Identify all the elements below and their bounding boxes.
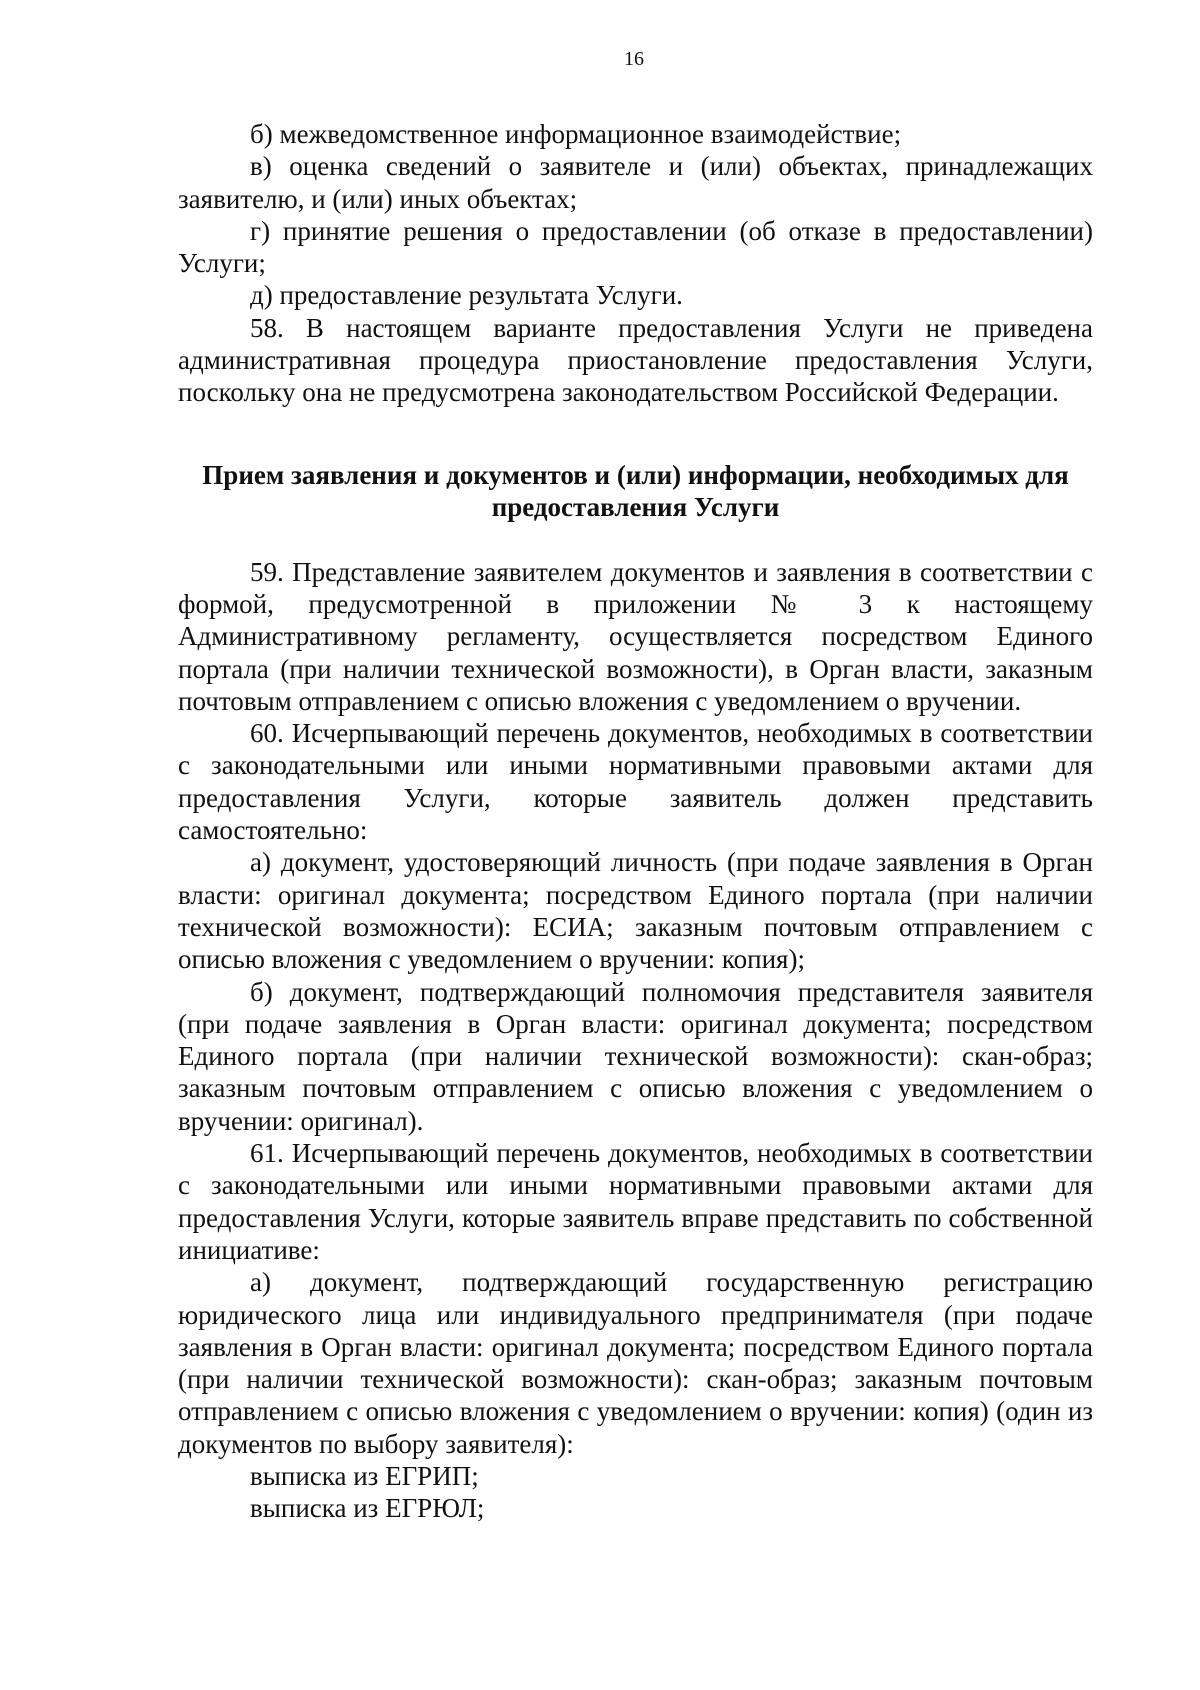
paragraph-item-b: б) межведомственное информационное взаимодействие; [250, 119, 902, 149]
paragraph-60-b: б) документ, подтверждающий полномочия представителя заявителя (при подаче заявления в Орган власти: оригинал документа; посредством Единого портала (при наличии технической возможности): скан-образ; заказным почтовым отправлением с описью вложения с уведомлением о вручении: оригинал). [178, 976, 1093, 1136]
page-number: 16 [624, 48, 644, 70]
paragraph-item-v: в) оценка сведений о заявителе и (или) объектах, принадлежащих заявителю, и (или) иных объектах; [178, 151, 1093, 214]
document-body [178, 118, 1093, 1525]
paragraph-59: 59. Представление заявителем документов и заявления в соответствии с формой, предусмотренной в приложении № 3 к настоящему Административному регламенту, осуществляется посредством Единого портала (при наличии технической возможности), в Орган власти, заказным почтовым отправлением с описью вложения с уведомлением о вручении. [178, 556, 1093, 716]
paragraph-60: 60. Исчерпывающий перечень документов, необходимых в соответствии с законодательными или иными нормативными правовыми актами для предоставления Услуги, которые заявитель должен представить самостоятельно: [178, 718, 1093, 846]
paragraph-61-a: а) документ, подтверждающий государственную регистрацию юридического лица или индивидуального предпринимателя (при подаче заявления в Орган власти: оригинал документа; посредством Единого портала (при наличии технической возможности): скан-образ; заказным почтовым отправлением с описью вложения с уведомлением о вручении: копия) (один из документов по выбору заявителя): [178, 1267, 1093, 1459]
paragraph-item-g: г) принятие решения о предоставлении (об отказе в предоставлении) Услуги; [178, 215, 1093, 279]
list-item-egrip: выписка из ЕГРИП; [250, 1460, 479, 1491]
list-item-egrul: выписка из ЕГРЮЛ; [250, 1493, 485, 1524]
paragraph-item-d: д) предоставление результата Услуги. [250, 280, 683, 311]
paragraph-61: 61. Исчерпывающий перечень документов, необходимых в соответствии с законодательными или иными нормативными правовыми актами для предоставления Услуги, которые заявитель вправе представить по собственной инициативе: [178, 1138, 1093, 1265]
paragraph-58: 58. В настоящем варианте предоставления Услуги не приведена административная процедура приостановление предоставления Услуги, поскольку она не предусмотрена законодательством Российской Федерации. [178, 312, 1093, 408]
paragraph-60-a: а) документ, удостоверяющий личность (при подаче заявления в Орган власти: оригинал документа; посредством Единого портала (при наличии технической возможности): ЕСИА; заказным почтовым отправлением с описью вложения с уведомлением о вручении: копия); [178, 847, 1093, 975]
section-heading: Прием заявления и документов и (или) информации, необходимых для предоставления Услуги [202, 459, 1069, 522]
